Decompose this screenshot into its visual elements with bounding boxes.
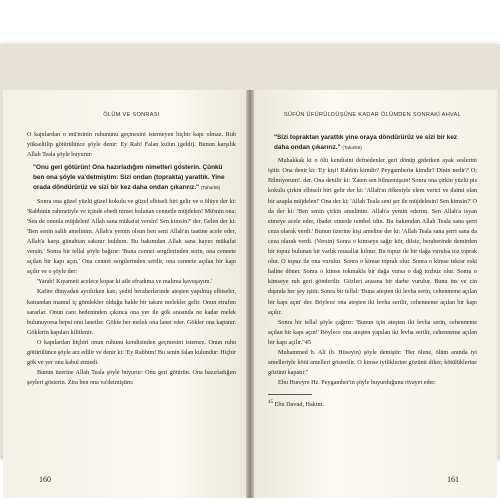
right-running-header: SÜFÜN ÜFÜRÜLDÜŞÜNE KADAR ÖLÜMDEN SONRAKİ AHVAL (283, 112, 462, 118)
book-spine-gutter (246, 90, 254, 498)
right-quote-reference: (Taha/55) (342, 145, 362, 151)
right-paragraph-3: Muhammed b. Ali (b. Hüseyin) şöyle demiştir: 'Her ölene, ölüm anında iyi amelleriyle kötü amelleri gösterilir. O kimse iyiliklerine gözünü diker, kötülüklerine gözünü kapatır." (268, 349, 477, 377)
left-page-number: 160 (39, 475, 51, 484)
left-paragraph-5: Kafire dünyadan ayrılırken katı, şedid beraberlerinde ateşten yapılmış elbiseler, katrandan mamul iç gömlekler olduğu halde bir takım melekler gelir. Onun etrafını sararlar. Onun canı bedeninden çıkınca ona yer ile gök arasında ne kadar melek bulunuyorsa hepsi onu lanetler. Gökte her melek ona lanet eder. Gökler ona kapanır. Göklerin kapıları kilitlenir. (27, 289, 236, 336)
right-quote (268, 130, 477, 156)
left-quote-reference: (Taha/55) (200, 185, 221, 191)
open-book (0, 44, 500, 484)
left-page-body (27, 130, 236, 388)
right-page (254, 90, 497, 498)
right-paragraph-2: Sonra bir tellal şöyle çağırır: 'Bunun için ateşten iki levha serin, cehenneme açılan bir kapı açın!' Böylece ona ateşten yapılan iki levha serilir, cehenneme açılan bir kapı açılır."45 (268, 319, 477, 346)
footnote (268, 397, 477, 410)
left-paragraph-3: Sonra ona güzel yüzlü güzel kokulu ve güzel elbiseli biri gelir ve o ölüye der ki: 'Rabbinin rahmetiyle ve içinde ebedi nimet bulunan cennetle müjdelen! Mü'min ona; 'Sen de onunla müjdelen! Allah sana mükafat versin! Sen kimsin?' der. Gelen der ki: 'Ben senin salih amelinim. Allah'a yemin olsun ben seni Allah'ın taatine acele eder, Allah'a karşı günahtan sakınır buldum. Bu bakımdan Allah sana hayırı mükafat versin.' Sonra bir tellal şöyle bağırır: 'Buna cennet sergilerinden serin, ona cennete açılan bir kapı açın.' Ona cennet sergilerinden serilir, ona cennete açılan bir kapı açılır ve o şöyle der: (27, 198, 236, 276)
footnote-text: Ebu Davud, Hakim. (274, 402, 324, 409)
left-page (3, 90, 246, 498)
right-page-body (268, 130, 477, 410)
left-running-header: ÖLÜM VE SONRASI (103, 112, 160, 118)
left-paragraph-4: 'Yarab! Kıyameti acelece kopar ki aile efradıma ve malıma kavuşayım.' (37, 279, 213, 286)
left-paragraph-1: O kapılardan o mü'minin ruhununu geçmesini istemeyen hiçbir kapı olmaz. Ruh yükseltilip götürülünce şöyle denir: Ey Rab! Falan kulun (geldi). Bunun karşılık Allah Teala şöyle buyurur: (27, 132, 236, 159)
right-page-number: 161 (447, 475, 459, 484)
right-paragraph-4: Ebu Hureyre Hz. Peygamber'in şöyle buyurduğunu rivayet eder: (278, 380, 436, 387)
left-paragraph-7: Bunun üzerine Allah Teala şöyle buyurur: Onu geri götürün. Ona hazırladığım şeyleri gösterin. Zira ben ona va'detmiştim: (27, 370, 236, 387)
left-quote-text: "Onu geri götürün! Ona hazırladığım nimetleri gösterin. Çünkü ben ona şöyle va'detmiştim: Sizi ondan (toprakta) yarattık. Yine orada döndürürüz ve sizi bir kez daha ondan çıkarırız." (33, 164, 225, 192)
right-paragraph-1: Muhakkak ki o ölü kendisini defnedenler geri dönüp giderken ayak seslerini işitir. Ona denir ki: 'Ey kişi! Rabbin kimdir? Peygamberin kimdir? Dinin nedir?' O; Bilmiyorum!. der. Ona denilir ki: 'Zaten sen bilmemişsin! Sonra ona çirkin yüzlü pis kokulu çirkin elbiseli biri gelir der ki: 'Allah'ın öfkesiyle elem verici ve daimi olan bir azapla müjdelen!' Ona der ki; 'Allah Teala seni şer ile müjdelesin! Sen kimsin?' O da der ki: 'Ben senin çirkin amelinim. Allah'a yemin ederim. Sen Allah'a isyan etmeye acele eder, ibadet etmede tembel idin. Bu bakımdan Allah Teala sana şerri ceza olarak verdi.' Bunun üzerine kişi ameline der ki: 'Allah Teala sana şerri sana da ceza olarak verdi. (Versin) Sonra o kimseye sağır kör, dilsiz, beraberinde demirden bir topuz bulunan bir varlık musallat kılınır. Bu topuz ile bir dağa vurulsa toz toprak olur. O topuz ile ona vurulur. Sonra o kimse toprak olur. Sonra o kimse tekrar eski haline döner. Sonra o kimse tokmakla bir dağa vursa o dağ tozbuz olur. Sonra o kimseye ruh geri gönderilir. Gözleri arasına bir darbe vurulur. Bunu ins ve cin dışında her şey işitir. Sonra bir tellal: 'Buna ateşten iki levha serin, cehenneme açılan bir kapı açın' der. Böylece ona ateşten iki levha serilir, cehenneme açılan bir kapı açılır. (268, 158, 477, 316)
left-quote (27, 160, 236, 196)
left-paragraph-6: O kapılardan hiçbiri onun ruhunu kendisinden geçmesini istemez. Onun ruhu götürülünce şöyle arz edilir ve denir ki: 'Ey Rabbim! Bu senin falan kulundur: Hiçbir gök ve yer onu kabul etmedi. (27, 339, 236, 367)
right-quote-text: "Sizi topraktan yarattık yine oraya döndürürüz ve sizi bir kez daha ondan çıkarırız." (274, 134, 458, 152)
footnote-number: 45 (268, 399, 274, 406)
footnote-divider (268, 394, 312, 395)
